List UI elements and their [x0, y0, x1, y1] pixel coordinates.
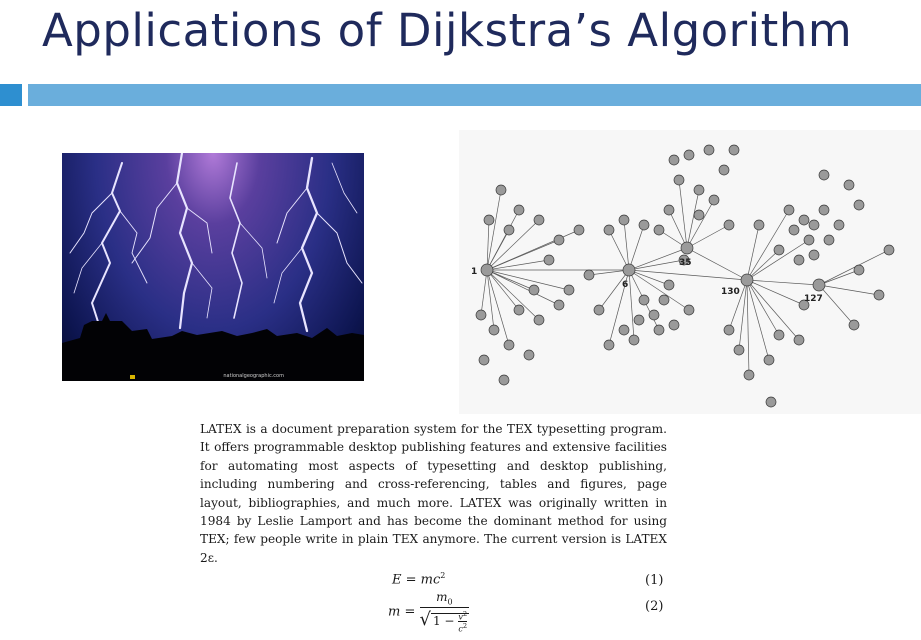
lightning-photo	[62, 153, 364, 381]
slide-title: Applications of Dijkstra’s Algorithm	[42, 4, 853, 57]
latex-paragraph: LATEX is a document preparation system for the TEX typesetting program. It offers programmable desktop publishing features and extensive facilities for automating most aspects of typesetting and desktop publishing, including numbering and cross-referencing, tables and figures, page layout, bibliographies, and much more. LATEX was originally written in 1984 by Leslie Lamport and has become the dominant method for using TEX; few people write in plain TEX anymore. The current version is LATEX 2ε.	[200, 422, 667, 565]
equation-1: $E = mc^2$	[392, 571, 446, 588]
graph-node-label: 130	[721, 287, 740, 297]
graph-node-label: 127	[804, 294, 823, 304]
title-accent-square	[0, 84, 22, 106]
photo-credit: nationalgeographic.com	[223, 373, 284, 379]
graph-node-label: 6	[622, 280, 629, 290]
graph-node-label: 35	[679, 258, 692, 268]
equation-2-number: (2)	[645, 599, 664, 614]
network-graph	[459, 130, 921, 414]
equation-1-number: (1)	[645, 573, 664, 588]
title-accent-bar	[28, 84, 921, 106]
graph-node-label: 1	[471, 267, 478, 277]
equation-2: m = $m_0$ √ 1 − $\frac{v^2}{c^2}$	[388, 590, 468, 635]
